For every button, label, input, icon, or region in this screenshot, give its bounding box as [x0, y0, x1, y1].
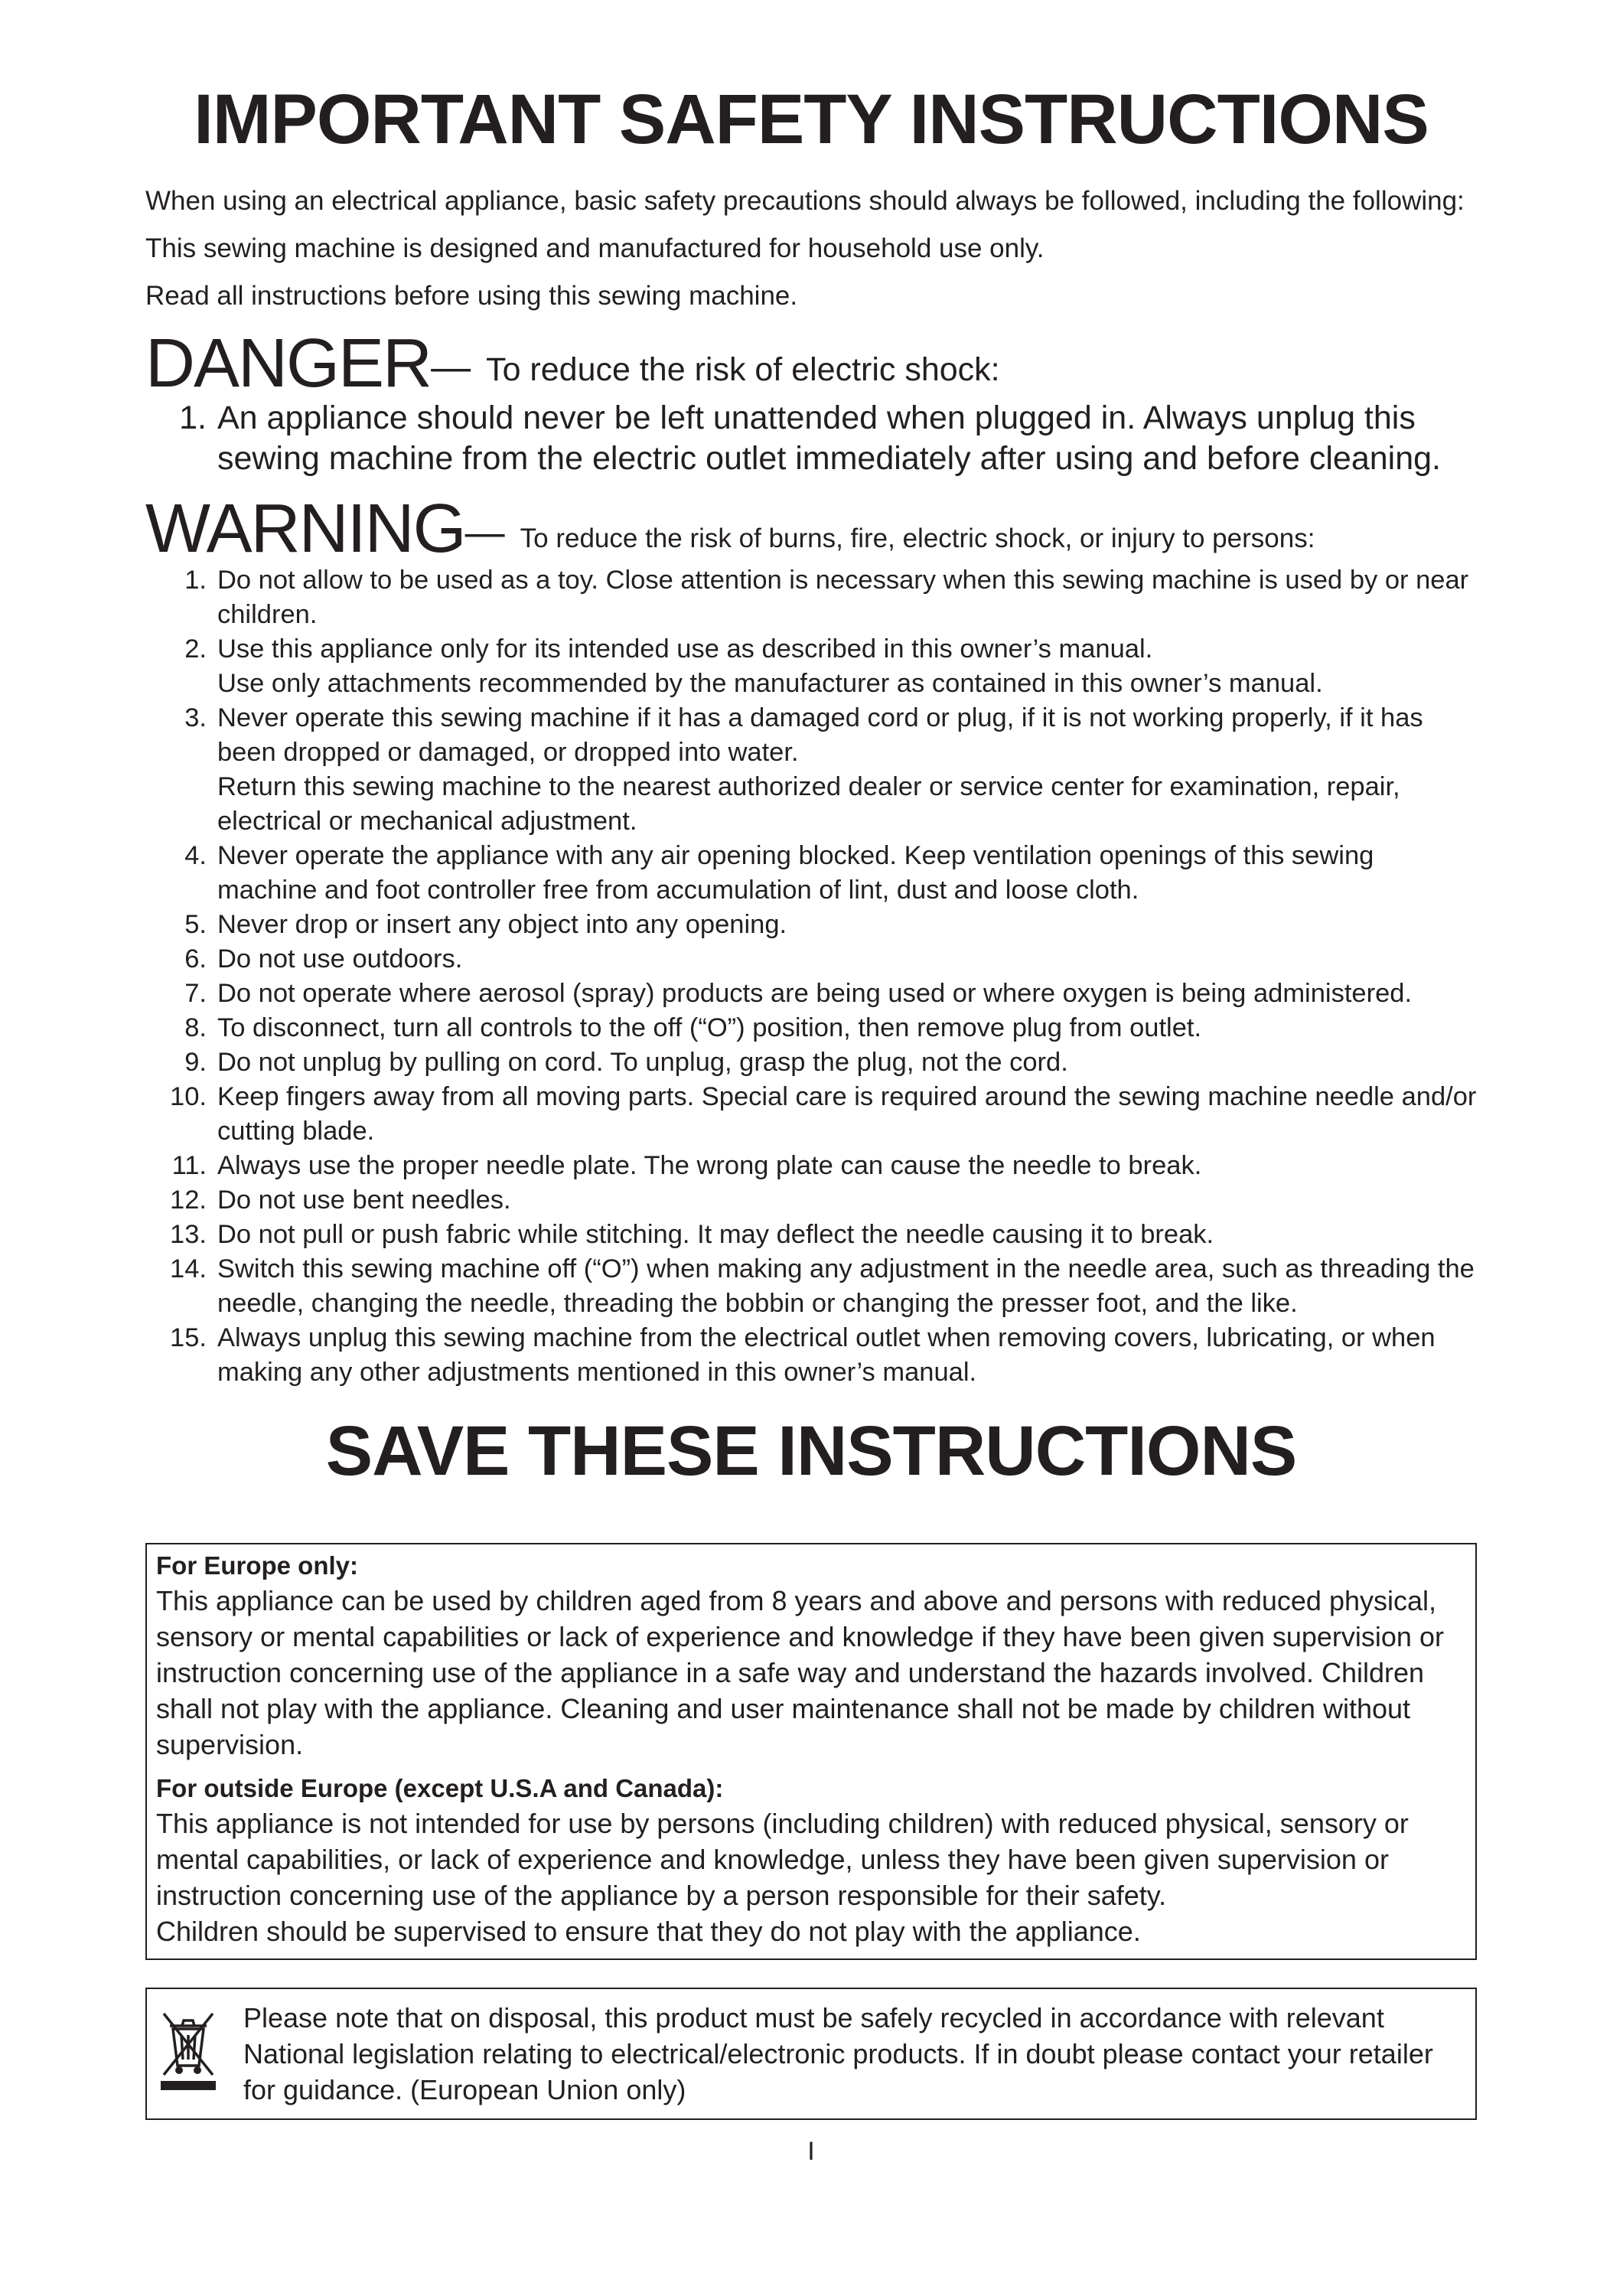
item-number: 14. — [170, 1254, 207, 1283]
supervision-text: Children should be supervised to ensure that they do not play with the appliance. — [156, 1916, 1141, 1947]
item-number: 9. — [184, 1048, 207, 1077]
list-item — [145, 1045, 1477, 1080]
list-item — [145, 839, 1477, 908]
item-number: 15. — [170, 1323, 207, 1352]
danger-word: DANGER — [145, 325, 432, 402]
item-number: 1. — [184, 566, 207, 595]
list-item — [145, 942, 1477, 977]
item-text: Never drop or insert any object into any opening. — [217, 910, 787, 939]
intro-paragraph: When using an electrical appliance, basic safety precautions should always be followed, including the following: — [145, 186, 1465, 216]
warning-list — [145, 563, 1477, 1390]
item-number: 7. — [184, 979, 207, 1008]
intro — [145, 184, 1477, 314]
outside-europe-text: This appliance is not intended for use by persons (including children) with reduced physical, sensory or mental capabilities, or lack of experience and knowledge, unless they have been given supervision or instruction concerning use of the appliance by a person responsible for their safety. — [156, 1808, 1409, 1911]
item-text: Do not allow to be used as a toy. Close attention is necessary when this sewing machine is used by or near children. — [217, 566, 1469, 629]
list-item — [145, 398, 1477, 479]
item-text: To disconnect, turn all controls to the off (“O”) position, then remove plug from outlet. — [217, 1013, 1202, 1042]
list-item — [145, 1149, 1477, 1183]
warning-subtitle: To reduce the risk of burns, fire, electric shock, or injury to persons: — [520, 523, 1315, 553]
europe-label: For Europe only: — [156, 1551, 358, 1580]
danger-dash: — — [431, 345, 471, 390]
weee-crossed-bin-icon — [158, 2006, 227, 2108]
item-number: 5. — [184, 910, 207, 939]
disposal-notice-box — [145, 1988, 1477, 2120]
list-item — [145, 1183, 1477, 1218]
list-item — [145, 1252, 1477, 1321]
item-number: 11. — [171, 1151, 207, 1180]
item-text: Do not use outdoors. — [217, 944, 463, 974]
europe-text: This appliance can be used by children aged from 8 years and above and persons with reduced physical, sensory or mental capabilities or lack of experience and knowledge if they have been given supervision or instruction concerning use of the appliance in a safe way and understand the hazards involved. Children shall not play with the appliance. Cleaning and user maintenance shall not be made by children without supervision. — [156, 1585, 1444, 1760]
page-number: I — [807, 2137, 815, 2166]
item-text: An appliance should never be left unattended when plugged in. Always unplug this sewing machine from the electric outlet immediately after using and before cleaning. — [217, 400, 1441, 477]
item-text: Never operate this sewing machine if it has a damaged cord or plug, if it is not working properly, if it has been dropped or damaged, or dropped into water. Return this sewing machine to the nearest authorized dealer or service center for examination, repair, electrical or mechanical adjustment. — [217, 703, 1423, 836]
page — [145, 80, 1477, 2167]
item-text: Do not unplug by pulling on cord. To unplug, grasp the plug, not the cord. — [217, 1048, 1068, 1077]
item-text: Always use the proper needle plate. The wrong plate can cause the needle to break. — [217, 1151, 1202, 1180]
warning-heading — [145, 491, 1477, 567]
list-item — [145, 1321, 1477, 1390]
danger-subtitle: To reduce the risk of electric shock: — [486, 351, 1000, 388]
item-text: Switch this sewing machine off (“O”) when making any adjustment in the needle area, such as threading the needle, changing the needle, threading the bobbin or changing the presser foot, and the like. — [217, 1254, 1475, 1318]
list-item — [145, 632, 1477, 701]
item-number: 3. — [184, 703, 207, 732]
item-number: 2. — [184, 634, 207, 664]
item-number: 1. — [179, 400, 207, 436]
intro-paragraph: Read all instructions before using this sewing machine. — [145, 281, 798, 311]
outside-europe-label: For outside Europe (except U.S.A and Canada): — [156, 1774, 724, 1802]
warning-word: WARNING — [145, 491, 465, 567]
list-item — [145, 701, 1477, 839]
disposal-text: Please note that on disposal, this product must be safely recycled in accordance with relevant National legislation relating to electrical/electronic products. If in doubt please contact your retailer for guidance. (European Union only) — [243, 2002, 1433, 2105]
danger-heading — [145, 325, 1477, 402]
page-title: IMPORTANT SAFETY INSTRUCTIONS — [194, 80, 1429, 158]
list-item — [145, 1011, 1477, 1045]
item-text: Do not operate where aerosol (spray) products are being used or where oxygen is being administered. — [217, 979, 1413, 1008]
intro-paragraph: This sewing machine is designed and manufactured for household use only. — [145, 233, 1045, 263]
warning-dash: — — [464, 510, 505, 555]
item-number: 8. — [184, 1013, 207, 1042]
item-text: Always unplug this sewing machine from the electrical outlet when removing covers, lubricating, or when making any other adjustments mentioned in this owner’s manual. — [217, 1323, 1436, 1387]
list-item — [145, 1080, 1477, 1149]
item-text: Do not pull or push fabric while stitching. It may deflect the needle causing it to break. — [217, 1220, 1214, 1249]
item-text: Keep fingers away from all moving parts. Special care is required around the sewing machine needle and/or cutting blade. — [217, 1082, 1477, 1146]
item-number: 12. — [170, 1186, 207, 1215]
item-number: 10. — [170, 1082, 207, 1111]
europe-notice-box — [145, 1543, 1477, 1960]
save-instructions-title: SAVE THESE INSTRUCTIONS — [325, 1412, 1297, 1490]
list-item — [145, 908, 1477, 942]
item-text: Do not use bent needles. — [217, 1186, 511, 1215]
list-item — [145, 563, 1477, 632]
item-number: 6. — [184, 944, 207, 974]
list-item — [145, 1218, 1477, 1252]
item-number: 13. — [170, 1220, 207, 1249]
item-text: Never operate the appliance with any air opening blocked. Keep ventilation openings of this sewing machine and foot controller free from accumulation of lint, dust and loose cloth. — [217, 841, 1374, 905]
item-number: 4. — [184, 841, 207, 870]
danger-list — [145, 398, 1477, 479]
item-text: Use this appliance only for its intended use as described in this owner’s manual. Use only attachments recommended by the manufacturer as contained in this owner’s manual. — [217, 634, 1323, 698]
list-item — [145, 977, 1477, 1011]
